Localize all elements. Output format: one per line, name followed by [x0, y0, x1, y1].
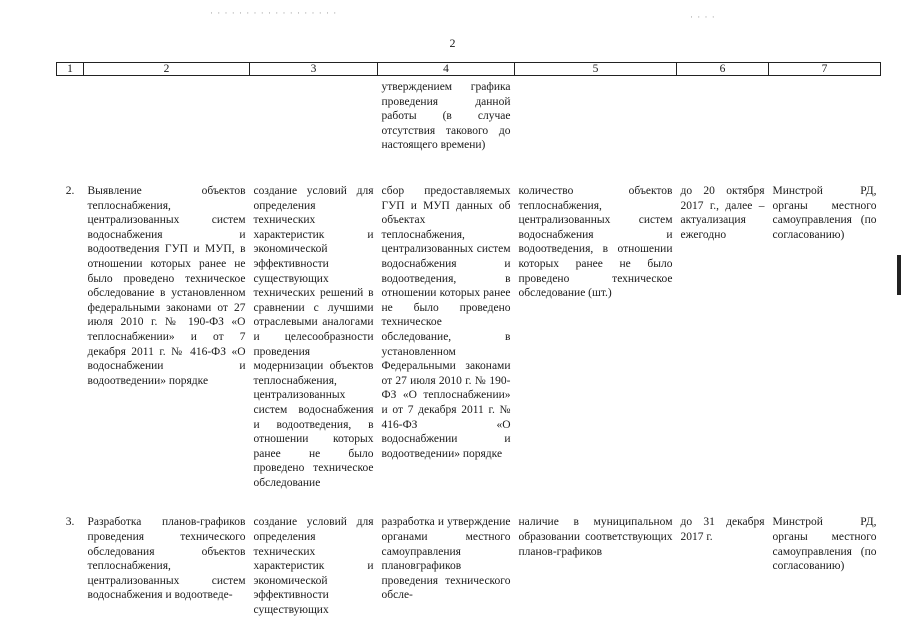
responsible-cell: Минстрой РД, органы местного самоуправления (по согласованию)	[772, 185, 877, 241]
column-number-4: 4	[378, 63, 515, 76]
scan-noise-top: · · · · · · · · · · · · · · · · · ·	[210, 8, 338, 18]
scan-edge-mark	[897, 255, 901, 295]
deadline-cell: до 31 декабря 2017 г.	[680, 516, 765, 544]
column-number-6: 6	[677, 63, 769, 76]
column-number-row	[57, 63, 881, 76]
continuation-mechanism: утверждением графика проведения данной работы (в случае отсутствия такового до настоящего времени)	[381, 81, 511, 152]
row-number: 2.	[65, 185, 75, 197]
mechanism-cell: разработка и утверждение органами местного самоуправления плановграфиков проведения технического обсле-	[381, 516, 511, 602]
scan-noise-top-right: · · · ·	[690, 12, 716, 22]
indicator-cell: количество объектов теплоснабжения, централизованных систем водоснабжения и водоотведения, в отношении которых ранее не было проведено техническое обследование (шт.)	[518, 185, 673, 300]
row-number: 3.	[65, 516, 75, 529]
indicator-cell: наличие в муниципальном образовании соответствующих планов-графиков	[518, 516, 673, 558]
activity-cell: Выявление объектов теплоснабжения, централизованных систем водоснабжения и водоотведения ГУП и МУП, в отношении которых ранее не было проведено техническое обследование в установленном федеральными законами от 27 июля 2010 г. № 190-ФЗ «О теплоснабжении» и от 7 декабря 2011 г. № 416-ФЗ «О водоснабжении и водоотведении» порядке	[87, 185, 246, 387]
mechanism-cell: сбор предоставляемых ГУП и МУП данных об объектах теплоснабжения, централизованных систем водоснабжения и водоотведения, в отношении которых ранее не было проведено техническое обследование, в установленном Федеральными законами от 27 июля 2010 г. № 190-ФЗ «О теплоснабжении» и от 7 декабря 2011 г. № 416-ФЗ «О водоснабжении и водоотведении» порядке	[381, 185, 511, 460]
plan-table	[56, 62, 881, 618]
responsible-cell: Минстрой РД, органы местного самоуправления (по согласованию)	[772, 516, 877, 573]
column-number-5: 5	[515, 63, 677, 76]
table-row	[57, 184, 881, 490]
table-row	[57, 515, 881, 617]
purpose-cell: создание условий для определения технических характеристик и экономической эффективности существующих	[253, 516, 374, 617]
activity-cell: Разработка планов-графиков проведения технического обследования объектов теплоснабжения, централизованных систем водоснабжения и водоотведе-	[87, 516, 246, 602]
deadline-cell: до 20 октября 2017 г., далее – актуализация ежегодно	[680, 185, 765, 241]
column-number-1: 1	[57, 63, 84, 76]
continuation-row	[57, 76, 881, 175]
column-number-3: 3	[250, 63, 378, 76]
column-number-7: 7	[769, 63, 881, 76]
purpose-cell: создание условий для определения технических характеристик и экономической эффективности существующих технических решений в сравнении с лучшими отраслевыми аналогами и целесообразности проведения модернизации объектов теплоснабжения, централизованных систем водоснабжения и водоотведения, в отношении которых ранее не было проведено техническое обследование	[253, 185, 374, 489]
column-number-2: 2	[84, 63, 250, 76]
page-number: 2	[449, 36, 456, 50]
